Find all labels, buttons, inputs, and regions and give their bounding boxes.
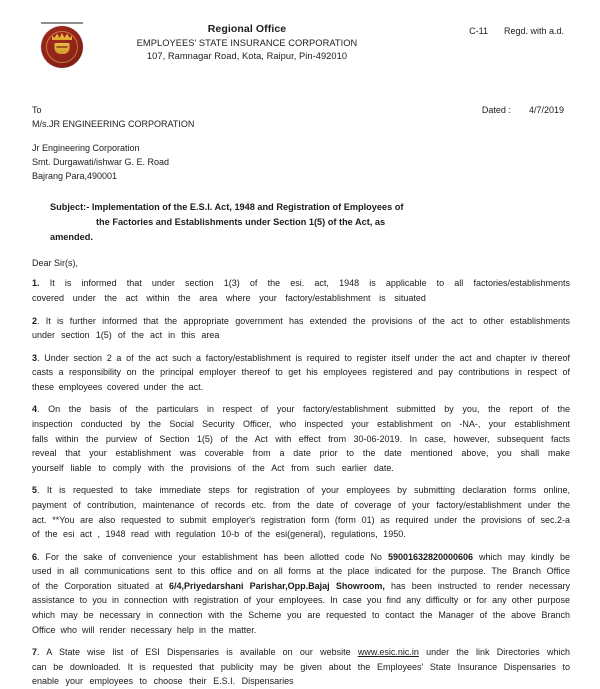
dated-value: 4/7/2019	[528, 105, 564, 115]
paragraph-2-text: . It is further informed that the appropriate government has extended the provisions of the act to other establishments under section 1(5) of the act in this area	[32, 315, 570, 341]
paragraph-5	[22, 483, 578, 541]
subject-line-2: the Factories and Establishments under Section 1(5) of the Act, as	[96, 216, 386, 227]
paragraph-1-number: 1.	[32, 278, 40, 289]
address-line-2: Smt. Durgawati/ishwar G. E. Road	[32, 156, 170, 167]
branch-office-address: 6/4,Priyedarshani Parishar,Opp.Bajaj Showroom,	[168, 580, 385, 591]
recipient-address	[22, 142, 578, 184]
to-label: To	[32, 105, 42, 115]
paragraph-4-number: 4	[32, 404, 38, 415]
dated-block	[482, 104, 564, 118]
header-right-block	[469, 26, 564, 36]
seal-top-rule	[41, 22, 83, 24]
organization-address: 107, Ramnagar Road, Kota, Raipur, Pin-492010	[146, 51, 348, 62]
office-title: Regional Office	[207, 23, 287, 35]
subject-block	[22, 200, 578, 245]
paragraph-7-text-part-2: under the link Directories which can be downloaded. It is requested that publicity may be given about the Employees' State Insurance Dispensaries to enable your employees to choose their E.S.I. Dispensaries	[32, 647, 570, 687]
paragraph-3-number: 3	[32, 352, 38, 363]
paragraph-3	[22, 351, 578, 395]
esic-seal	[34, 22, 90, 68]
establishment-code: 59001632820000606	[387, 551, 474, 562]
paragraph-4	[22, 402, 578, 475]
paragraph-1-text: It is informed that under section 1(3) of the esi. act, 1948 is applicable to all factories/establishments covered under the act within the area where your factory/establishment is situated	[32, 278, 570, 303]
emblem-icon	[41, 26, 83, 68]
organization-name: EMPLOYEES' STATE INSURANCE CORPORATION	[136, 37, 358, 48]
addressee-row	[22, 104, 578, 132]
salutation: Dear Sir(s),	[32, 258, 79, 269]
recipient-name: M/s.JR ENGINEERING CORPORATION	[32, 118, 195, 129]
paragraph-2	[22, 314, 578, 343]
paragraph-4-text: . On the basis of the particulars in respect of your factory/establishment submitted by you, the report of the inspection conducted by the Social Security Officer, who inspected your establishment on -NA-, your establishment falls within the purview of Section 1(5) of the Act with effect from 30-06-2019. In case, however, subsequent facts reveal that your establishment was coverable from a date prior to the date mentioned above, you shall make yourself liable to comply with the provisions of the Act from such earlier date.	[32, 404, 570, 473]
paragraph-7-number: 7	[32, 647, 38, 658]
subject-line-1: Subject:- Implementation of the E.S.I. Act, 1948 and Registration of Employees of	[50, 201, 404, 212]
paragraph-3-text: . Under section 2 a of the act such a factory/establishment is required to register itself under the act and chapter iv thereof casts a responsibility on the principal employer thereof to get his employees registered and pay contributions in respect of these employees covered under the act.	[32, 352, 570, 392]
seal-body-icon	[55, 43, 70, 54]
address-line-3: Bajrang Para,490001	[32, 170, 118, 181]
form-code: C-11	[469, 26, 488, 36]
paragraph-7-text-part-1: . A State wise list of ESI Dispensaries is available on our website	[37, 647, 351, 658]
paragraph-6-number: 6	[32, 551, 38, 562]
dated-label: Dated :	[481, 105, 511, 115]
esic-website-link[interactable]: www.esic.nic.in	[357, 647, 419, 658]
address-line-1: Jr Engineering Corporation	[32, 142, 140, 153]
paragraph-6-text-part-1: . For the sake of convenience your establishment has been allotted code No	[37, 551, 382, 562]
subject-line-3: amended.	[50, 231, 93, 242]
paragraph-5-text: . It is requested to take immediate steps for registration of your employees by submitting declaration forms online, payment of contribution, maintenance of records etc. from the date of coverage of your factory/establishment under the act. **You are also requested to submit employer's registration form (form 01) as required under the provisions of sec.2-a of the esi act , 1948 read with regulation 10-b of the esi(general), regulations, 1950.	[32, 485, 570, 540]
paragraph-1	[22, 276, 578, 305]
letterhead	[22, 0, 578, 88]
paragraph-5-number: 5	[32, 485, 38, 496]
paragraph-6-text-part-2: which may kindly be used in all communications sent to this office and on all forms at the place indicated for the purpose. The Branch Office of the Corporation situated at	[32, 551, 570, 591]
paragraph-2-number: 2	[32, 315, 38, 326]
paragraph-6	[22, 550, 578, 637]
paragraph-6-text-part-3: has been instructed to render necessary assistance to you in connection with registration of your employees. In case you find any difficulty or for any other purpose which may be necessary in connection with the Scheme you are requested to contact the Manager of the above Branch Office who will render necessary help in the matter.	[32, 580, 570, 635]
registration-note: Regd. with a.d.	[503, 26, 564, 36]
paragraph-7	[22, 645, 578, 689]
